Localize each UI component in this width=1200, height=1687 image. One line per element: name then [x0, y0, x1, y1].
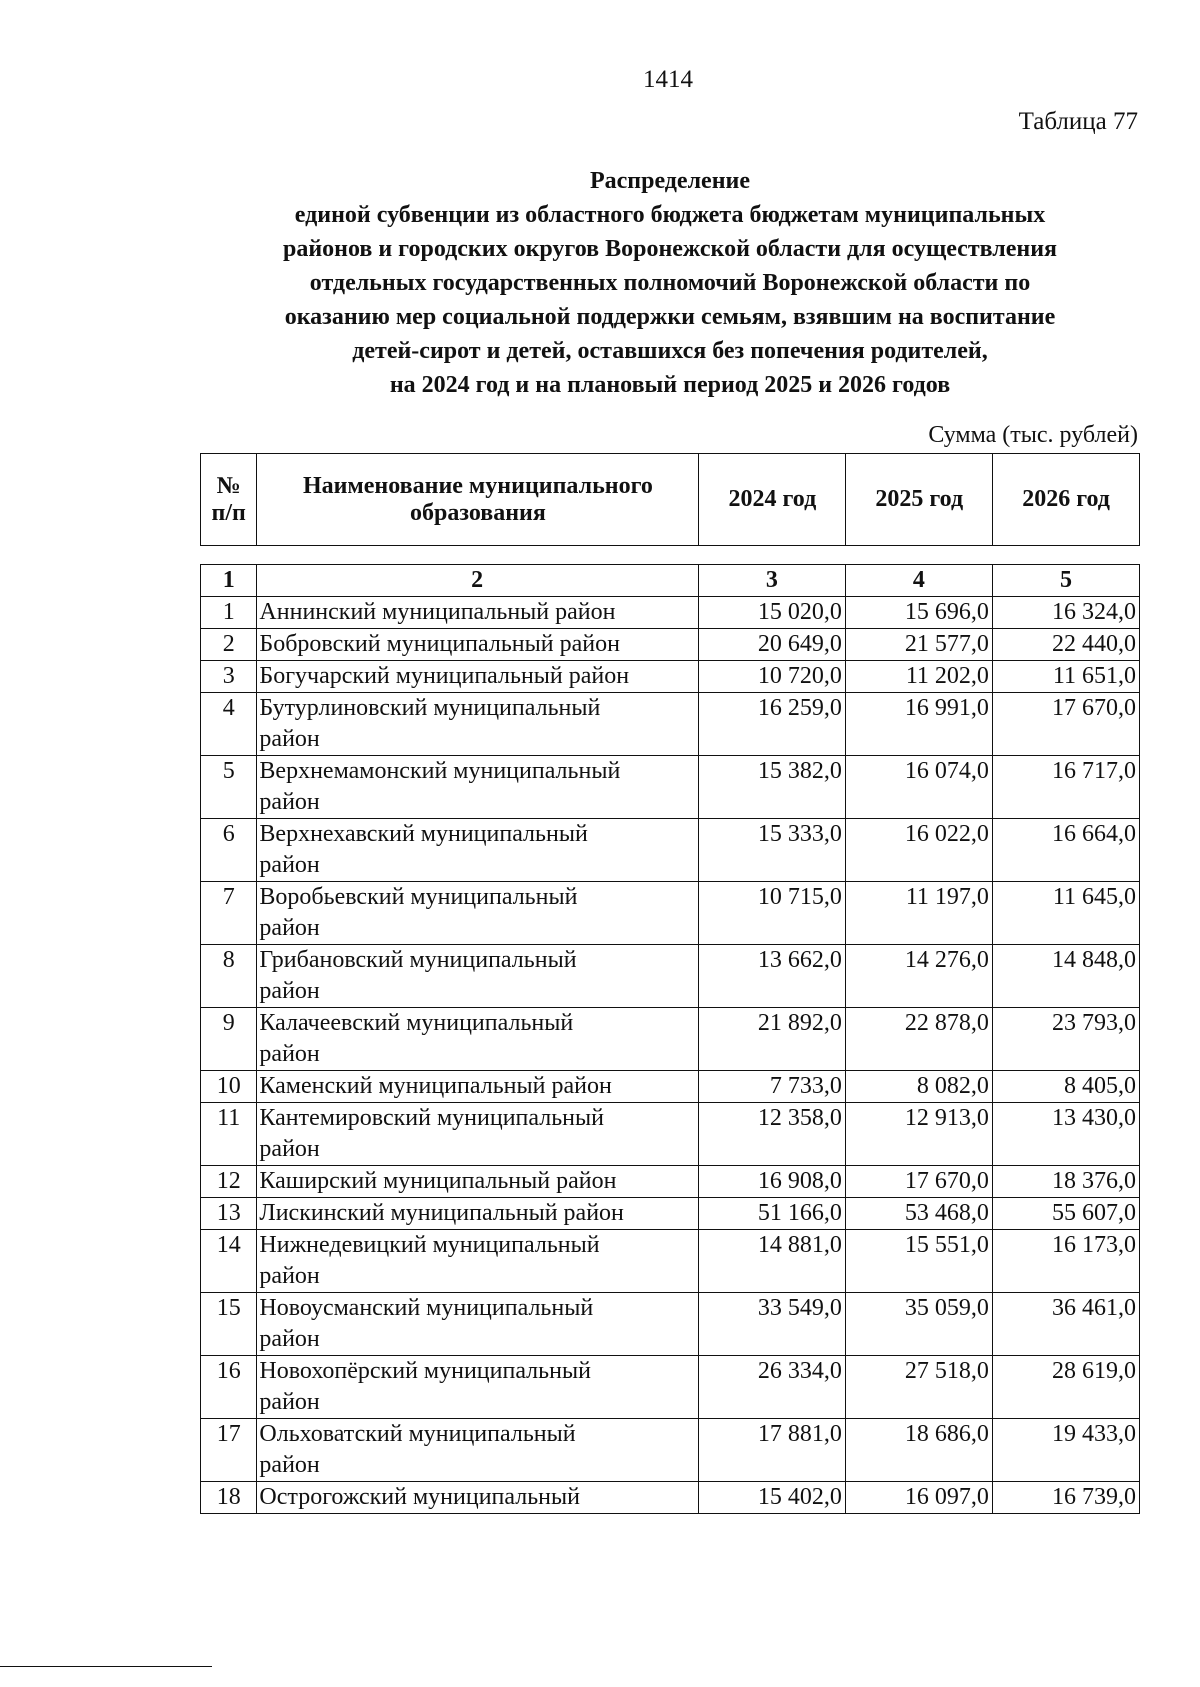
- value-2026: 17 670,0: [992, 693, 1139, 756]
- value-2026: 18 376,0: [992, 1166, 1139, 1198]
- value-2024: 10 715,0: [698, 882, 845, 945]
- header-name: Наименование муниципального образования: [257, 454, 699, 546]
- value-2026: 16 324,0: [992, 597, 1139, 629]
- value-2024: 21 892,0: [698, 1008, 845, 1071]
- title-line: районов и городских округов Воронежской области для осуществления: [282, 236, 1058, 262]
- value-2025: 22 878,0: [845, 1008, 992, 1071]
- value-2024: 15 020,0: [698, 597, 845, 629]
- municipality-name: [257, 1166, 698, 1198]
- name-line: Новохопёрский муниципальный: [259, 1358, 591, 1384]
- value-2026: 22 440,0: [992, 629, 1139, 661]
- row-number: 18: [201, 1482, 257, 1514]
- column-number: 1: [201, 565, 257, 597]
- name-line: Каширский муниципальный район: [259, 1168, 617, 1194]
- table-row: [201, 1166, 1140, 1198]
- row-number: 8: [201, 945, 257, 1008]
- value-2024: 20 649,0: [698, 629, 845, 661]
- table-row: [201, 597, 1140, 629]
- value-2025: 15 696,0: [845, 597, 992, 629]
- name-line: Верхнемамонский муниципальный: [259, 758, 621, 784]
- row-number: 14: [201, 1230, 257, 1293]
- value-2025: 12 913,0: [845, 1103, 992, 1166]
- column-number: 5: [992, 565, 1139, 597]
- municipality-name: [257, 945, 698, 1008]
- row-number: 2: [201, 629, 257, 661]
- name-line: район: [259, 726, 320, 752]
- name-line: Новоусманский муниципальный: [259, 1295, 594, 1321]
- value-2024: 13 662,0: [698, 945, 845, 1008]
- value-2026: 8 405,0: [992, 1071, 1139, 1103]
- name-line: район: [259, 915, 320, 941]
- value-2024: 10 720,0: [698, 661, 845, 693]
- value-2025: 27 518,0: [845, 1356, 992, 1419]
- header-number: № п/п: [201, 454, 257, 546]
- table-row: [201, 1293, 1140, 1356]
- row-number: 10: [201, 1071, 257, 1103]
- value-2024: 51 166,0: [698, 1198, 845, 1230]
- municipality-name: [257, 1419, 698, 1482]
- name-line: Воробьевский муниципальный: [259, 884, 578, 910]
- row-number: 9: [201, 1008, 257, 1071]
- name-line: район: [259, 1041, 320, 1067]
- value-2026: 19 433,0: [992, 1419, 1139, 1482]
- column-number: 4: [845, 565, 992, 597]
- municipality-name: [257, 1356, 698, 1419]
- table-row: [201, 1103, 1140, 1166]
- table-row: [201, 1008, 1140, 1071]
- value-2025: 15 551,0: [845, 1230, 992, 1293]
- value-2025: 14 276,0: [845, 945, 992, 1008]
- row-number: 16: [201, 1356, 257, 1419]
- title-line: детей-сирот и детей, оставшихся без попечения родителей,: [352, 338, 988, 364]
- name-line: Кантемировский муниципальный: [259, 1105, 604, 1131]
- table-row: [201, 1198, 1140, 1230]
- title-line: Распределение: [589, 168, 751, 194]
- column-number: 3: [698, 565, 845, 597]
- value-2026: 11 651,0: [992, 661, 1139, 693]
- municipality-name: [257, 629, 698, 661]
- row-number: 5: [201, 756, 257, 819]
- name-line: Аннинский муниципальный район: [259, 599, 616, 625]
- table-row: [201, 1071, 1140, 1103]
- title-line: оказанию мер социальной поддержки семьям, взявшим на воспитание: [284, 304, 1056, 330]
- value-2026: 16 739,0: [992, 1482, 1139, 1514]
- table-row: [201, 693, 1140, 756]
- row-number: 15: [201, 1293, 257, 1356]
- value-2024: 15 402,0: [698, 1482, 845, 1514]
- units-label: Сумма (тыс. рублей): [928, 422, 1138, 448]
- name-line: район: [259, 1263, 320, 1289]
- name-line: Бобровский муниципальный район: [259, 631, 620, 657]
- document-title: [200, 164, 1140, 402]
- row-number: 13: [201, 1198, 257, 1230]
- municipality-name: [257, 756, 698, 819]
- municipality-name: [257, 1198, 698, 1230]
- name-line: Калачеевский муниципальный: [259, 1010, 574, 1036]
- column-number: 2: [257, 565, 698, 597]
- value-2025: 11 197,0: [845, 882, 992, 945]
- table-row: [201, 1356, 1140, 1419]
- value-2024: 12 358,0: [698, 1103, 845, 1166]
- municipality-name: [257, 1230, 698, 1293]
- table-label: Таблица 77: [1018, 108, 1138, 135]
- value-2024: 15 333,0: [698, 819, 845, 882]
- value-2025: 16 991,0: [845, 693, 992, 756]
- municipality-name: [257, 1293, 698, 1356]
- row-number: 1: [201, 597, 257, 629]
- data-table: [200, 564, 1140, 1514]
- footnote-separator: [0, 1666, 212, 1667]
- row-number: 7: [201, 882, 257, 945]
- name-line: район: [259, 852, 320, 878]
- table-row: [201, 756, 1140, 819]
- municipality-name: [257, 819, 698, 882]
- title-line: на 2024 год и на плановый период 2025 и 2026 годов: [389, 372, 951, 398]
- row-number: 3: [201, 661, 257, 693]
- value-2025: 16 097,0: [845, 1482, 992, 1514]
- municipality-name: [257, 1008, 698, 1071]
- value-2025: 35 059,0: [845, 1293, 992, 1356]
- value-2024: 26 334,0: [698, 1356, 845, 1419]
- value-2026: 55 607,0: [992, 1198, 1139, 1230]
- table-header: [200, 453, 1140, 546]
- value-2024: 33 549,0: [698, 1293, 845, 1356]
- name-line: Богучарский муниципальный район: [259, 663, 630, 689]
- name-line: район: [259, 978, 320, 1004]
- value-2026: 14 848,0: [992, 945, 1139, 1008]
- municipality-name: [257, 1071, 698, 1103]
- name-line: район: [259, 1389, 320, 1415]
- table-row: [201, 661, 1140, 693]
- value-2024: 14 881,0: [698, 1230, 845, 1293]
- name-line: Верхнехавский муниципальный: [259, 821, 588, 847]
- value-2024: 16 908,0: [698, 1166, 845, 1198]
- value-2025: 8 082,0: [845, 1071, 992, 1103]
- name-line: район: [259, 789, 320, 815]
- table-row: [201, 945, 1140, 1008]
- value-2024: 7 733,0: [698, 1071, 845, 1103]
- header-2026: 2026 год: [993, 454, 1140, 546]
- row-number: 12: [201, 1166, 257, 1198]
- value-2025: 21 577,0: [845, 629, 992, 661]
- value-2025: 16 022,0: [845, 819, 992, 882]
- row-number: 4: [201, 693, 257, 756]
- column-number-row: [201, 565, 1140, 597]
- name-line: Лискинский муниципальный район: [259, 1200, 624, 1226]
- value-2024: 15 382,0: [698, 756, 845, 819]
- value-2026: 11 645,0: [992, 882, 1139, 945]
- table-row: [201, 882, 1140, 945]
- name-line: район: [259, 1452, 320, 1478]
- row-number: 11: [201, 1103, 257, 1166]
- table-row: [201, 1482, 1140, 1514]
- name-line: Ольховатский муниципальный: [259, 1421, 576, 1447]
- table-row: [201, 629, 1140, 661]
- value-2026: 16 717,0: [992, 756, 1139, 819]
- title-line: единой субвенции из областного бюджета бюджетам муниципальных: [294, 202, 1046, 228]
- municipality-name: [257, 597, 698, 629]
- value-2026: 16 173,0: [992, 1230, 1139, 1293]
- name-line: Нижнедевицкий муниципальный: [259, 1232, 600, 1258]
- value-2024: 17 881,0: [698, 1419, 845, 1482]
- municipality-name: [257, 693, 698, 756]
- value-2024: 16 259,0: [698, 693, 845, 756]
- name-line: Бутурлиновский муниципальный: [259, 695, 601, 721]
- value-2025: 18 686,0: [845, 1419, 992, 1482]
- name-line: район: [259, 1136, 320, 1162]
- table-row: [201, 819, 1140, 882]
- name-line: район: [259, 1326, 320, 1352]
- table-row: [201, 1230, 1140, 1293]
- municipality-name: [257, 1482, 698, 1514]
- name-line: Острогожский муниципальный: [259, 1484, 580, 1510]
- name-line: Каменский муниципальный район: [259, 1073, 612, 1099]
- value-2026: 23 793,0: [992, 1008, 1139, 1071]
- header-2024: 2024 год: [699, 454, 846, 546]
- municipality-name: [257, 661, 698, 693]
- value-2026: 36 461,0: [992, 1293, 1139, 1356]
- row-number: 17: [201, 1419, 257, 1482]
- value-2026: 28 619,0: [992, 1356, 1139, 1419]
- header-2025: 2025 год: [846, 454, 993, 546]
- value-2025: 53 468,0: [845, 1198, 992, 1230]
- table-row: [201, 1419, 1140, 1482]
- title-line: отдельных государственных полномочий Воронежской области по: [309, 270, 1031, 296]
- value-2026: 16 664,0: [992, 819, 1139, 882]
- page-number: 1414: [643, 66, 693, 93]
- municipality-name: [257, 1103, 698, 1166]
- value-2025: 11 202,0: [845, 661, 992, 693]
- value-2025: 17 670,0: [845, 1166, 992, 1198]
- value-2025: 16 074,0: [845, 756, 992, 819]
- row-number: 6: [201, 819, 257, 882]
- name-line: Грибановский муниципальный: [259, 947, 577, 973]
- municipality-name: [257, 882, 698, 945]
- value-2026: 13 430,0: [992, 1103, 1139, 1166]
